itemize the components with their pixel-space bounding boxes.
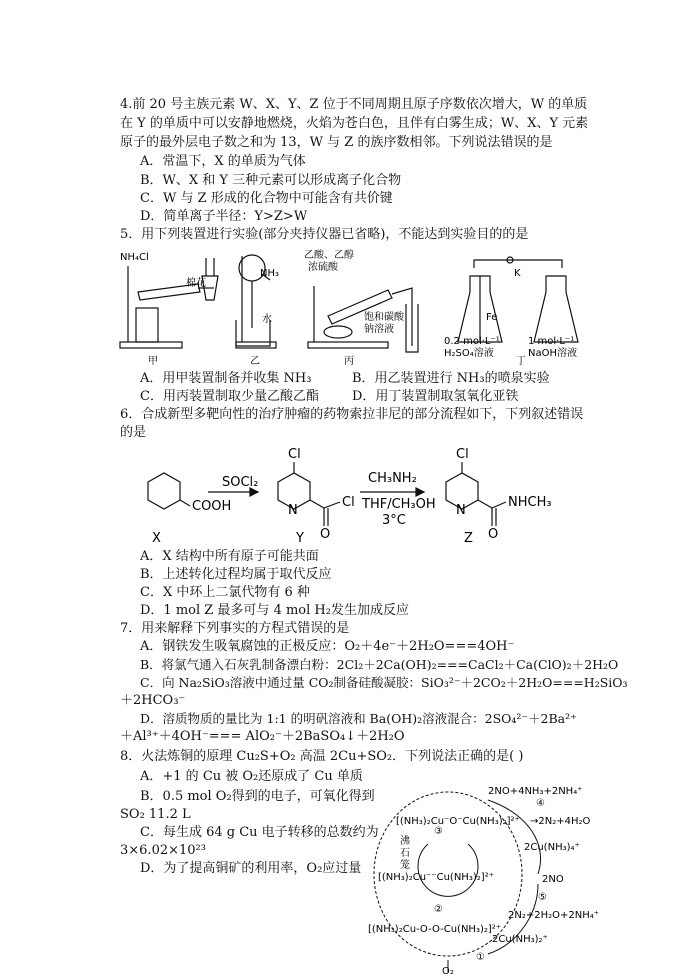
q7-option-b: B．将氯气通入石灰乳制备漂白粉：2Cl₂＋2Ca(OH)₂===CaCl₂＋Ca(ClO)₂＋2H₂O (140, 657, 619, 672)
q8-option-d: D．为了提高铜矿的利用率，O₂应过量 (140, 861, 362, 876)
q5-apparatus-figure (118, 246, 578, 366)
q7-option-a: A．钢铁发生吸氧腐蚀的正极反应：O₂＋4e⁻＋2H₂O===4OH⁻ (140, 639, 515, 654)
q8-stem: 8．火法炼铜的原理 Cu₂S+O₂ 高温 2Cu+SO₂．下列说法正确的是( ) (120, 749, 524, 764)
label-temp: 3°C (382, 513, 406, 528)
q5-option-c: C．用丙装置制取少量乙酸乙酯 (140, 389, 319, 404)
label-z-cl-top: Cl (456, 447, 469, 462)
label-x: X (152, 531, 161, 546)
q6-option-a: A．X 结构中所有原子可能共面 (140, 549, 319, 564)
label-y: Y (296, 531, 304, 546)
label-h2so4-2: H₂SO₄溶液 (444, 348, 494, 359)
label-fe: Fe (486, 312, 498, 323)
q5-option-d: D．用丁装置制取氢氧化亚铁 (352, 389, 519, 404)
cycle-t5: 石 (400, 848, 410, 859)
label-naoh-1: 1 mol·L⁻¹ (528, 336, 575, 347)
q6-stem-line2: 的是 (120, 425, 147, 440)
q8-option-c-line2: 3×6.02×10²³ (120, 843, 206, 858)
cycle-t9: 2NO (542, 874, 564, 885)
label-acid-1: 乙酸、乙醇 (304, 250, 354, 261)
cycle-step-4: ④ (536, 798, 545, 809)
label-y-cl-right: Cl (342, 495, 355, 510)
label-naoh-2: NaOH溶液 (528, 348, 577, 359)
q7-option-c-line1: C．向 Na₂SiO₃溶液中通过量 CO₂制备硅酸凝胶：SiO₃²⁻＋2CO₂＋2H₂O===H₂SiO₃ (140, 675, 628, 690)
label-jia: 甲 (148, 356, 158, 367)
q4-stem-line2: 在 Y 的单质中可以安静地燃烧，火焰为苍白色，且伴有白雾生成；W、X、Y 元素 (120, 116, 589, 131)
label-sat-2: 钠溶液 (364, 324, 394, 335)
label-z-o: O (488, 527, 499, 542)
q8-catalytic-cycle-figure (368, 784, 600, 977)
label-nh4cl: NH₄Cl (120, 252, 149, 263)
q7-stem: 7．用来解释下列事实的方程式错误的是 (120, 621, 350, 636)
label-cotton: 棉花 (186, 278, 206, 289)
q6-option-b: B．上述转化过程均属于取代反应 (140, 567, 332, 582)
q5-option-b: B．用乙装置进行 NH₃的喷泉实验 (352, 371, 550, 386)
cycle-t12: 2Cu(NH₃)₂⁺ (492, 934, 548, 945)
q4-option-a: A．常温下，X 的单质为气体 (140, 154, 306, 169)
label-z-n: N (456, 503, 466, 518)
cycle-step-1: ① (476, 952, 485, 963)
q4-option-d: D．简单离子半径：Y>Z>W (140, 209, 308, 224)
cycle-t4: 沸 (400, 836, 410, 847)
label-reagent-2: THF/CH₃OH (362, 497, 436, 512)
label-water: 水 (262, 314, 272, 325)
label-y-cl-top: Cl (288, 447, 301, 462)
q4-stem-line1: 4.前 20 号主族元素 W、X、Y、Z 位于不同周期且原子序数依次增大，W 的单质 (120, 97, 588, 112)
cycle-t1: 2NO+4NH₃+2NH₄⁺ (488, 786, 583, 797)
label-yi: 乙 (250, 356, 260, 367)
q7-option-d-line2: ＋Al³⁺＋4OH⁻=== AlO₂⁻＋2BaSO₄↓＋2H₂O (120, 729, 405, 744)
cycle-t3: →2N₂+4H₂O (530, 816, 591, 827)
q6-stem-line1: 6．合成新型多靶向性的治疗肿瘤的药物索拉非尼的部分流程如下，下列叙述错误 (120, 407, 584, 422)
label-socl2: SOCl₂ (222, 475, 259, 490)
label-reagent-1: CH₃NH₂ (368, 471, 417, 486)
cycle-t2: [(NH₃)₂Cu⁻O⁻Cu(NH₃)₂]²⁺ (396, 816, 520, 827)
label-nhch3: NHCH₃ (508, 495, 552, 510)
q8-option-b-line1: B．0.5 mol O₂得到的电子，可氧化得到 (140, 789, 375, 804)
q4-option-c: C．W 与 Z 形成的化合物中可能含有共价键 (140, 191, 393, 206)
q5-option-a: A．用甲装置制备并收集 NH₃ (140, 371, 312, 386)
q7-option-c-line2: ＋2HCO₃⁻ (120, 693, 186, 708)
q6-option-d: D．1 mol Z 最多可与 4 mol H₂发生加成反应 (140, 603, 409, 618)
q5-stem: 5．用下列装置进行实验(部分夹持仪器已省略)，不能达到实验目的的是 (120, 227, 529, 242)
label-ding: 丁 (516, 356, 526, 367)
label-sat-1: 饱和碳酸 (364, 312, 404, 323)
label-h2so4-1: 0.2 mol·L⁻¹ (444, 336, 500, 347)
label-nh3: NH₃ (260, 268, 280, 279)
cycle-t6: 笼 (400, 860, 410, 871)
q4-option-b: B．W、X 和 Y 三种元素可以形成离子化合物 (140, 173, 402, 188)
cycle-step-2: ② (434, 904, 443, 915)
label-cooh: COOH (192, 499, 232, 514)
label-bing: 丙 (344, 356, 354, 367)
label-y-n: N (288, 503, 298, 518)
label-k: K (514, 268, 521, 279)
cycle-t13: O₂ (442, 966, 454, 977)
cycle-step-3: ③ (434, 826, 443, 837)
cycle-t8: [(NH₃)₂Cu⁻⁻Cu(NH₃)₂]²⁺ (378, 872, 494, 883)
cycle-t7: 2Cu(NH₃)₄⁺ (524, 842, 580, 853)
q6-option-c: C．X 中环上二氯代物有 6 种 (140, 585, 310, 600)
cycle-t11: [(NH₃)₂Cu-O-O-Cu(NH₃)₂]²⁺ (368, 924, 502, 935)
label-y-o: O (320, 527, 331, 542)
q8-option-b-line2: SO₂ 11.2 L (120, 807, 191, 822)
label-z: Z (464, 531, 473, 546)
q7-option-d-line1: D．溶质物质的量比为 1:1 的明矾溶液和 Ba(OH)₂溶液混合：2SO₄²⁻＋2Ba²⁺ (140, 711, 577, 726)
q4-stem-line3: 原子的最外层电子数之和为 13，W 与 Z 的族序数相邻。下列说法错误的是 (120, 135, 553, 150)
q8-option-a: A．+1 的 Cu 被 O₂还原成了 Cu 单质 (140, 769, 363, 784)
cycle-step-5: ⑤ (538, 892, 547, 903)
q8-option-c-line1: C．每生成 64 g Cu 电子转移的总数约为 (140, 825, 379, 840)
cycle-t10: 2N₂+2H₂O+2NH₄⁺ (508, 910, 600, 921)
label-acid-2: 浓硫酸 (308, 262, 338, 273)
q6-reaction-scheme (128, 440, 578, 545)
